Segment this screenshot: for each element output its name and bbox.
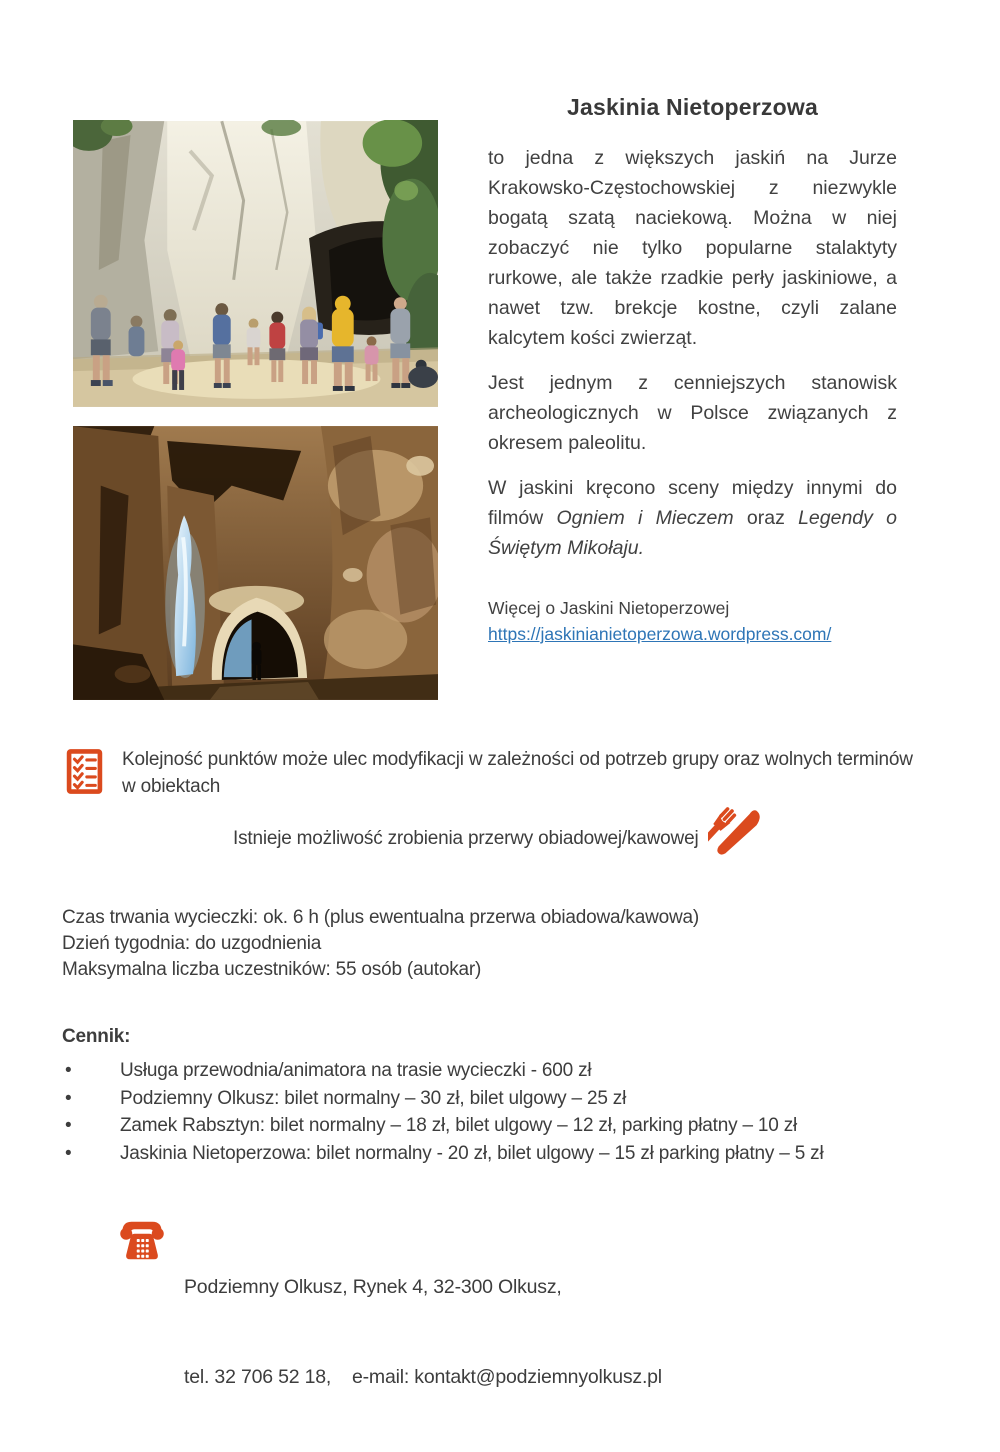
pricing-item-podziemny-olkusz: • Podziemny Olkusz: bilet normalny – 30 zł, bilet ulgowy – 25 zł <box>62 1085 922 1113</box>
cave-interior-photo <box>73 425 438 701</box>
article-column <box>488 94 897 647</box>
trip-details <box>62 905 699 983</box>
film-title-2: Legendy o Świętym Mikołaju. <box>488 507 897 559</box>
film-title-1: Ogniem i Mieczem <box>556 507 734 529</box>
trip-day: Dzień tygodnia: do uzgodnienia <box>62 933 322 954</box>
pricing-item-zamek-rabsztyn: • Zamek Rabsztyn: bilet normalny – 18 zł, bilet ulgowy – 12 zł, parking płatny – 10 zł <box>62 1112 922 1140</box>
pricing-section <box>62 1026 922 1167</box>
checklist-icon <box>66 748 103 795</box>
trip-max-participants: Maksymalna liczba uczestników: 55 osób (autokar) <box>62 959 482 980</box>
meal-note-row <box>233 806 764 858</box>
pricing-item-jaskinia-nietoperzowa: • Jaskinia Nietoperzowa: bilet normalny - 20 zł, bilet ulgowy – 15 zł parking płatny – 5 zł <box>62 1140 922 1168</box>
pricing-list <box>62 1057 922 1167</box>
meal-note: Istnieje możliwość zrobienia przerwy obiadowej/kawowej <box>233 828 699 849</box>
trip-duration: Czas trwania wycieczki: ok. 6 h (plus ewentualna przerwa obiadowa/kawowa) <box>62 907 699 928</box>
website-link[interactable]: https://jaskinianietoperzowa.wordpress.com/ <box>488 624 832 644</box>
more-info-block <box>488 595 897 647</box>
cutlery-icon <box>708 806 764 858</box>
schedule-note: Kolejność punktów może ulec modyfikacji w zależności od potrzeb grupy oraz wolnych terminów w obiektach <box>122 749 913 797</box>
article-paragraph-2: Jest jednym z cenniejszych stanowisk archeologicznych w Polsce związanych z okresem paleolitu. <box>488 372 897 454</box>
contact-block <box>184 1212 662 1452</box>
page-title: Jaskinia Nietoperzowa <box>567 94 818 120</box>
paragraph-3-text: W jaskini kręcono sceny między innymi do filmów <box>488 477 897 529</box>
contact-address: Podziemny Olkusz, Rynek 4, 32-300 Olkusz, <box>184 1276 562 1298</box>
telephone-icon <box>118 1214 166 1264</box>
paragraph-3-text: oraz <box>733 507 799 529</box>
contact-phone-email: tel. 32 706 52 18, e-mail: kontakt@podziemnyolkusz.pl <box>184 1366 662 1388</box>
pricing-item-guide: • Usługa przewodnia/animatora na trasie wycieczki - 600 zł <box>62 1057 922 1085</box>
article-paragraph-1: to jedna z większych jaskiń na Jurze Krakowsko-Częstochowskiej z niezwykle bogatą szatą naciekową. Można w niej zobaczyć nie tylko popularne stalaktyty rurkowe, ale także rzadkie perły jaskiniowe, a nawet tzw. brekcje kostne, czyli zalane kalcytem kości zwierząt. <box>488 147 897 349</box>
pricing-heading: Cennik: <box>62 1026 131 1047</box>
more-info-label: Więcej o Jaskini Nietoperzowej <box>488 598 730 618</box>
article-paragraph-3 <box>488 473 897 563</box>
cave-entrance-photo <box>73 120 438 408</box>
